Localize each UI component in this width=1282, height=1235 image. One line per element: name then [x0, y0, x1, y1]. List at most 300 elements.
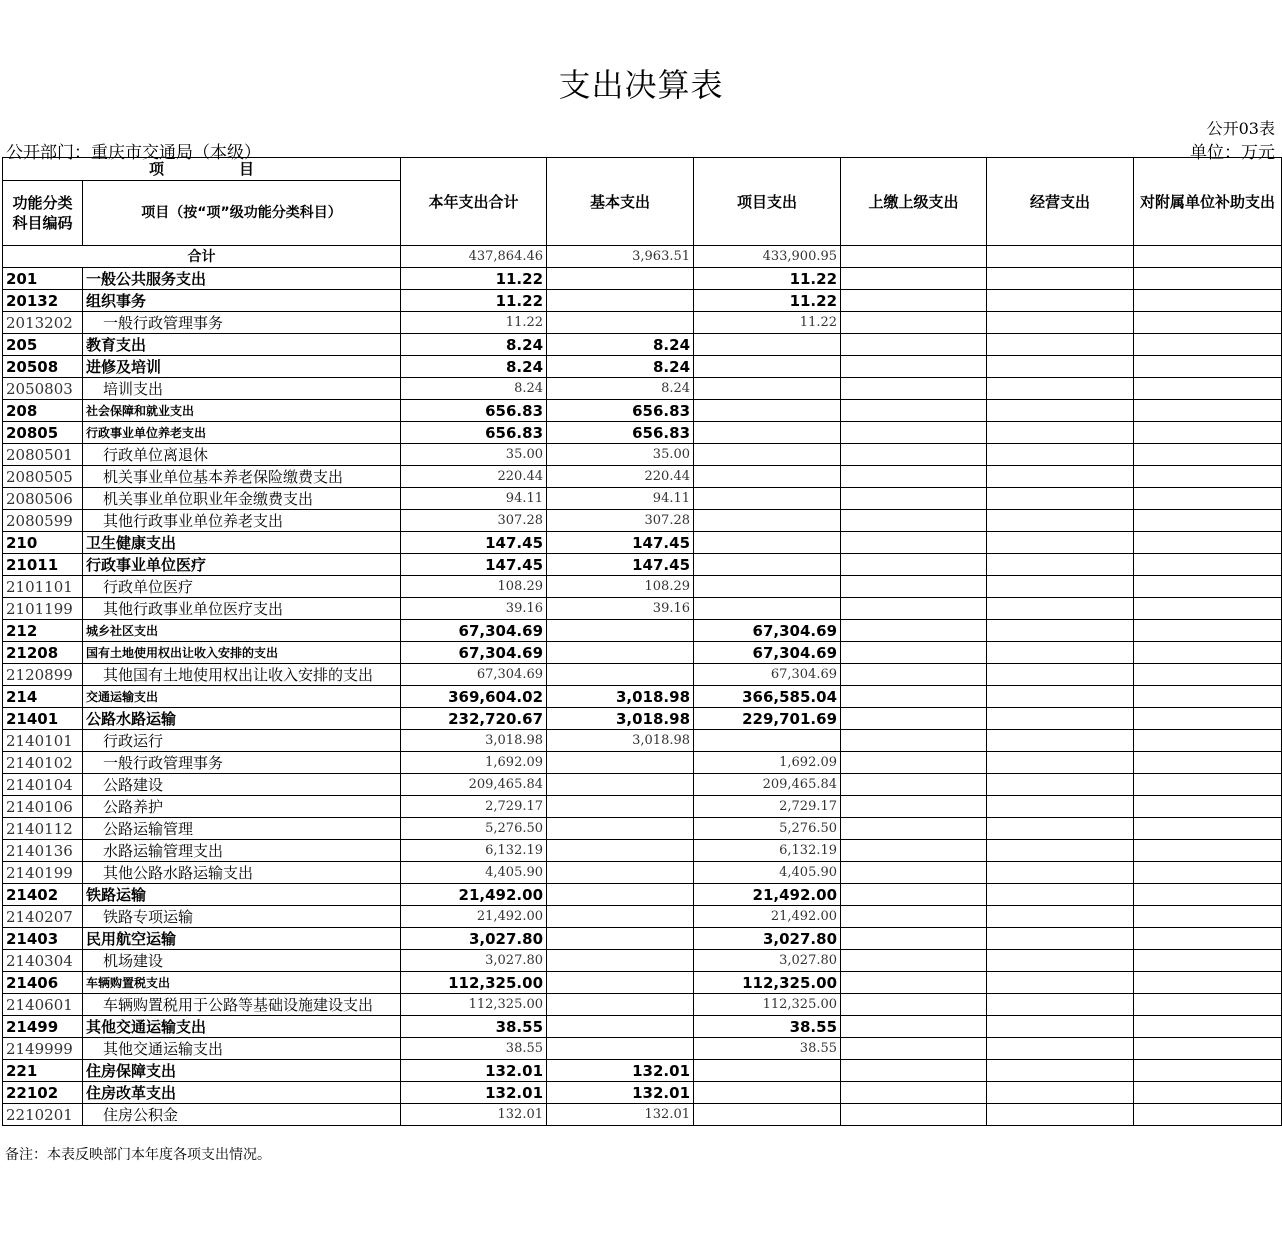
- cell-basic: 132.01: [547, 1060, 694, 1082]
- table-row: [3, 510, 1282, 532]
- cell-name: 其他行政事业单位养老支出: [83, 510, 401, 532]
- cell-basic: 3,018.98: [547, 708, 694, 730]
- cell-empty: [987, 664, 1134, 686]
- cell-name: 公路运输管理: [83, 818, 401, 840]
- cell-empty: [841, 884, 987, 906]
- cell-empty: [1134, 598, 1282, 620]
- cell-name: 一般行政管理事务: [83, 752, 401, 774]
- cell-code: 21499: [3, 1016, 83, 1038]
- cell-name: 社会保障和就业支出: [83, 400, 401, 422]
- cell-basic: [547, 752, 694, 774]
- cell-name: 行政运行: [83, 730, 401, 752]
- cell-empty: [841, 664, 987, 686]
- table-row: [3, 532, 1282, 554]
- cell-total: 132.01: [401, 1060, 547, 1082]
- cell-empty: [841, 312, 987, 334]
- cell-empty: [987, 950, 1134, 972]
- table-row: [3, 1060, 1282, 1082]
- cell-empty: [841, 950, 987, 972]
- cell-project: 3,027.80: [694, 950, 841, 972]
- cell-empty: [987, 730, 1134, 752]
- cell-empty: [841, 818, 987, 840]
- cell-empty: [1134, 1104, 1282, 1126]
- expenditure-table: [2, 157, 1282, 1126]
- cell-name: 行政事业单位养老支出: [83, 422, 401, 444]
- cell-total: 8.24: [401, 334, 547, 356]
- cell-empty: [1134, 950, 1282, 972]
- cell-code: 2101199: [3, 598, 83, 620]
- cell-empty: [841, 1038, 987, 1060]
- cell-empty: [1134, 752, 1282, 774]
- cell-name: 行政事业单位医疗: [83, 554, 401, 576]
- cell-project: [694, 378, 841, 400]
- cell-empty: [841, 290, 987, 312]
- cell-name: 教育支出: [83, 334, 401, 356]
- cell-code: 2013202: [3, 312, 83, 334]
- cell-basic: 35.00: [547, 444, 694, 466]
- cell-empty: [841, 576, 987, 598]
- cell-empty: [1134, 576, 1282, 598]
- cell-project: [694, 1082, 841, 1104]
- cell-code: 22102: [3, 1082, 83, 1104]
- table-row: [3, 686, 1282, 708]
- cell-empty: [841, 928, 987, 950]
- cell-name: 住房改革支出: [83, 1082, 401, 1104]
- unit-label: 单位：万元: [1190, 143, 1275, 163]
- table-row: [3, 1082, 1282, 1104]
- cell-code: 21208: [3, 642, 83, 664]
- table-row: [3, 972, 1282, 994]
- cell-code: 212: [3, 620, 83, 642]
- cell-basic: [547, 796, 694, 818]
- cell-total: 108.29: [401, 576, 547, 598]
- total-sum: 437,864.46: [401, 246, 547, 268]
- cell-empty: [841, 994, 987, 1016]
- header-basic: 基本支出: [547, 158, 694, 246]
- cell-empty: [1134, 620, 1282, 642]
- cell-code: 2080506: [3, 488, 83, 510]
- cell-empty: [841, 752, 987, 774]
- table-row: [3, 334, 1282, 356]
- table-row: [3, 774, 1282, 796]
- cell-code: 2080599: [3, 510, 83, 532]
- cell-empty: [841, 488, 987, 510]
- cell-empty: [987, 840, 1134, 862]
- cell-name: 民用航空运输: [83, 928, 401, 950]
- cell-empty: [987, 906, 1134, 928]
- cell-basic: 220.44: [547, 466, 694, 488]
- header-subsidy: 对附属单位补助支出: [1134, 158, 1282, 246]
- cell-basic: [547, 818, 694, 840]
- header-total: 本年支出合计: [401, 158, 547, 246]
- cell-basic: 94.11: [547, 488, 694, 510]
- cell-basic: [547, 840, 694, 862]
- cell-basic: 8.24: [547, 356, 694, 378]
- cell-code: 2140304: [3, 950, 83, 972]
- cell-empty: [841, 400, 987, 422]
- cell-total: 2,729.17: [401, 796, 547, 818]
- cell-empty: [987, 598, 1134, 620]
- cell-name: 机关事业单位基本养老保险缴费支出: [83, 466, 401, 488]
- table-row: [3, 1038, 1282, 1060]
- cell-total: 39.16: [401, 598, 547, 620]
- cell-project: [694, 1104, 841, 1126]
- header-name: 项目（按“项”级功能分类科目）: [83, 181, 401, 246]
- cell-basic: [547, 972, 694, 994]
- table-row: [3, 950, 1282, 972]
- cell-code: 20805: [3, 422, 83, 444]
- cell-project: [694, 334, 841, 356]
- cell-project: [694, 554, 841, 576]
- table-number: 公开03表: [1206, 119, 1275, 138]
- cell-empty: [841, 642, 987, 664]
- cell-project: [694, 488, 841, 510]
- cell-total: 307.28: [401, 510, 547, 532]
- cell-name: 其他交通运输支出: [83, 1016, 401, 1038]
- cell-name: 组织事务: [83, 290, 401, 312]
- cell-empty: [1134, 290, 1282, 312]
- table-row: [3, 488, 1282, 510]
- cell-basic: 132.01: [547, 1104, 694, 1126]
- cell-empty: [987, 334, 1134, 356]
- cell-total: 8.24: [401, 378, 547, 400]
- cell-name: 铁路运输: [83, 884, 401, 906]
- cell-empty: [841, 1104, 987, 1126]
- cell-empty: [841, 1016, 987, 1038]
- cell-project: [694, 598, 841, 620]
- table-row: [3, 290, 1282, 312]
- cell-empty: [987, 994, 1134, 1016]
- cell-empty: [1134, 554, 1282, 576]
- cell-code: 208: [3, 400, 83, 422]
- cell-empty: [987, 642, 1134, 664]
- cell-empty: [1134, 510, 1282, 532]
- cell-project: 21,492.00: [694, 906, 841, 928]
- cell-empty: [987, 422, 1134, 444]
- cell-name: 培训支出: [83, 378, 401, 400]
- cell-code: 214: [3, 686, 83, 708]
- cell-name: 交通运输支出: [83, 686, 401, 708]
- cell-name: 卫生健康支出: [83, 532, 401, 554]
- table-row: [3, 554, 1282, 576]
- cell-total: 11.22: [401, 290, 547, 312]
- cell-basic: 147.45: [547, 554, 694, 576]
- table-row: [3, 928, 1282, 950]
- cell-total: 112,325.00: [401, 972, 547, 994]
- cell-project: [694, 444, 841, 466]
- cell-code: 21403: [3, 928, 83, 950]
- cell-basic: [547, 290, 694, 312]
- table-row: [3, 576, 1282, 598]
- cell-total: 35.00: [401, 444, 547, 466]
- cell-name: 车辆购置税支出: [83, 972, 401, 994]
- cell-empty: [987, 862, 1134, 884]
- cell-code: 221: [3, 1060, 83, 1082]
- cell-empty: [987, 444, 1134, 466]
- cell-empty: [841, 268, 987, 290]
- cell-total: 232,720.67: [401, 708, 547, 730]
- cell-empty: [987, 576, 1134, 598]
- cell-project: [694, 400, 841, 422]
- cell-total: 21,492.00: [401, 884, 547, 906]
- cell-code: 2210201: [3, 1104, 83, 1126]
- cell-project: 209,465.84: [694, 774, 841, 796]
- cell-code: 21402: [3, 884, 83, 906]
- cell-project: 38.55: [694, 1038, 841, 1060]
- cell-name: 其他公路水路运输支出: [83, 862, 401, 884]
- cell-empty: [1134, 708, 1282, 730]
- cell-empty: [841, 1082, 987, 1104]
- cell-empty: [1134, 356, 1282, 378]
- cell-code: 2140102: [3, 752, 83, 774]
- cell-code: 21011: [3, 554, 83, 576]
- cell-empty: [841, 840, 987, 862]
- table-row: [3, 422, 1282, 444]
- cell-project: 11.22: [694, 268, 841, 290]
- cell-code: 2140601: [3, 994, 83, 1016]
- cell-code: 2080501: [3, 444, 83, 466]
- cell-total: 6,132.19: [401, 840, 547, 862]
- cell-name: 机关事业单位职业年金缴费支出: [83, 488, 401, 510]
- cell-empty: [1134, 928, 1282, 950]
- cell-empty: [1134, 1082, 1282, 1104]
- cell-empty: [1134, 466, 1282, 488]
- cell-empty: [841, 774, 987, 796]
- cell-code: 2140112: [3, 818, 83, 840]
- cell-empty: [1134, 686, 1282, 708]
- cell-project: 2,729.17: [694, 796, 841, 818]
- table-row: [3, 1016, 1282, 1038]
- cell-project: 67,304.69: [694, 664, 841, 686]
- cell-total: 209,465.84: [401, 774, 547, 796]
- cell-project: [694, 1060, 841, 1082]
- cell-empty: [987, 1060, 1134, 1082]
- table-row: [3, 356, 1282, 378]
- cell-basic: 8.24: [547, 378, 694, 400]
- cell-name: 住房保障支出: [83, 1060, 401, 1082]
- total-label: 合计: [3, 246, 401, 268]
- table-row: [3, 378, 1282, 400]
- cell-basic: [547, 620, 694, 642]
- table-row: [3, 884, 1282, 906]
- cell-project: 112,325.00: [694, 972, 841, 994]
- cell-empty: [987, 532, 1134, 554]
- cell-empty: [1134, 268, 1282, 290]
- cell-empty: [1134, 642, 1282, 664]
- cell-name: 公路水路运输: [83, 708, 401, 730]
- cell-project: 11.22: [694, 312, 841, 334]
- cell-empty: [841, 378, 987, 400]
- cell-total: 147.45: [401, 532, 547, 554]
- cell-code: 2050803: [3, 378, 83, 400]
- cell-project: [694, 466, 841, 488]
- total-basic: 3,963.51: [547, 246, 694, 268]
- cell-basic: [547, 950, 694, 972]
- cell-project: 229,701.69: [694, 708, 841, 730]
- cell-empty: [987, 466, 1134, 488]
- cell-name: 城乡社区支出: [83, 620, 401, 642]
- cell-basic: [547, 642, 694, 664]
- cell-project: 1,692.09: [694, 752, 841, 774]
- cell-empty: [1134, 796, 1282, 818]
- cell-empty: [1134, 422, 1282, 444]
- table-row: [3, 400, 1282, 422]
- cell-basic: 147.45: [547, 532, 694, 554]
- cell-empty: [987, 1104, 1134, 1126]
- cell-empty: [841, 356, 987, 378]
- cell-empty: [841, 686, 987, 708]
- header-upper: 上缴上级支出: [841, 158, 987, 246]
- cell-empty: [841, 862, 987, 884]
- cell-basic: 3,018.98: [547, 686, 694, 708]
- cell-basic: [547, 312, 694, 334]
- header-business: 经营支出: [987, 158, 1134, 246]
- page-title: 支出决算表: [558, 66, 724, 104]
- cell-empty: [1134, 664, 1282, 686]
- cell-project: 112,325.00: [694, 994, 841, 1016]
- cell-total: 5,276.50: [401, 818, 547, 840]
- cell-empty: [1134, 818, 1282, 840]
- cell-total: 3,027.80: [401, 950, 547, 972]
- cell-basic: [547, 884, 694, 906]
- cell-project: 67,304.69: [694, 620, 841, 642]
- cell-code: 21406: [3, 972, 83, 994]
- cell-project: 11.22: [694, 290, 841, 312]
- cell-basic: 39.16: [547, 598, 694, 620]
- cell-basic: [547, 774, 694, 796]
- cell-project: [694, 532, 841, 554]
- table-row: [3, 708, 1282, 730]
- cell-project: 366,585.04: [694, 686, 841, 708]
- cell-code: 2120899: [3, 664, 83, 686]
- table-row: [3, 642, 1282, 664]
- cell-basic: 132.01: [547, 1082, 694, 1104]
- cell-empty: [1134, 994, 1282, 1016]
- cell-empty: [987, 554, 1134, 576]
- cell-total: 11.22: [401, 312, 547, 334]
- cell-empty: [1134, 444, 1282, 466]
- cell-basic: [547, 664, 694, 686]
- cell-code: 20508: [3, 356, 83, 378]
- cell-code: 21401: [3, 708, 83, 730]
- table-row: [3, 466, 1282, 488]
- cell-name: 行政单位离退休: [83, 444, 401, 466]
- cell-code: 2140199: [3, 862, 83, 884]
- table-row: [3, 796, 1282, 818]
- cell-name: 住房公积金: [83, 1104, 401, 1126]
- cell-total: 67,304.69: [401, 620, 547, 642]
- cell-empty: [841, 1060, 987, 1082]
- cell-code: 2140106: [3, 796, 83, 818]
- cell-project: 4,405.90: [694, 862, 841, 884]
- cell-code: 2140136: [3, 840, 83, 862]
- cell-empty: [987, 708, 1134, 730]
- cell-empty: [841, 510, 987, 532]
- cell-empty: [841, 796, 987, 818]
- table-row: [3, 664, 1282, 686]
- cell-project: 5,276.50: [694, 818, 841, 840]
- cell-total: 94.11: [401, 488, 547, 510]
- cell-code: 201: [3, 268, 83, 290]
- cell-project: [694, 356, 841, 378]
- cell-project: [694, 730, 841, 752]
- cell-basic: 307.28: [547, 510, 694, 532]
- cell-code: 2140207: [3, 906, 83, 928]
- cell-empty: [1134, 730, 1282, 752]
- cell-total: 67,304.69: [401, 642, 547, 664]
- cell-basic: [547, 862, 694, 884]
- cell-project: 3,027.80: [694, 928, 841, 950]
- cell-empty: [841, 708, 987, 730]
- cell-empty: [987, 774, 1134, 796]
- cell-total: 132.01: [401, 1104, 547, 1126]
- table-row: [3, 730, 1282, 752]
- cell-total: 4,405.90: [401, 862, 547, 884]
- cell-empty: [1134, 1038, 1282, 1060]
- cell-code: 2080505: [3, 466, 83, 488]
- cell-name: 车辆购置税用于公路等基础设施建设支出: [83, 994, 401, 1016]
- cell-name: 国有土地使用权出让收入安排的支出: [83, 642, 401, 664]
- cell-project: 21,492.00: [694, 884, 841, 906]
- table-row: [3, 994, 1282, 1016]
- cell-empty: [1134, 532, 1282, 554]
- table-row: [3, 862, 1282, 884]
- cell-empty: [1134, 884, 1282, 906]
- cell-empty: [987, 928, 1134, 950]
- cell-name: 进修及培训: [83, 356, 401, 378]
- table-row: [3, 598, 1282, 620]
- cell-empty: [841, 972, 987, 994]
- cell-total: 112,325.00: [401, 994, 547, 1016]
- cell-project: 38.55: [694, 1016, 841, 1038]
- cell-empty: [1134, 906, 1282, 928]
- cell-empty: [1134, 1016, 1282, 1038]
- cell-basic: 656.83: [547, 422, 694, 444]
- cell-total: 369,604.02: [401, 686, 547, 708]
- cell-empty: [1134, 840, 1282, 862]
- cell-name: 其他交通运输支出: [83, 1038, 401, 1060]
- cell-empty: [987, 1038, 1134, 1060]
- cell-empty: [987, 268, 1134, 290]
- table-row: [3, 312, 1282, 334]
- cell-project: [694, 422, 841, 444]
- cell-code: 2140101: [3, 730, 83, 752]
- cell-empty: [1134, 862, 1282, 884]
- cell-empty: [1134, 400, 1282, 422]
- cell-code: 2149999: [3, 1038, 83, 1060]
- cell-empty: [987, 884, 1134, 906]
- cell-empty: [1134, 378, 1282, 400]
- cell-project: 67,304.69: [694, 642, 841, 664]
- cell-basic: [547, 268, 694, 290]
- cell-total: 147.45: [401, 554, 547, 576]
- table-row: [3, 818, 1282, 840]
- cell-name: 水路运输管理支出: [83, 840, 401, 862]
- total-project: 433,900.95: [694, 246, 841, 268]
- header-project: 项目支出: [694, 158, 841, 246]
- cell-total: 1,692.09: [401, 752, 547, 774]
- cell-empty: [987, 488, 1134, 510]
- cell-empty: [987, 620, 1134, 642]
- cell-project: 6,132.19: [694, 840, 841, 862]
- header-code: 功能分类科目编码: [3, 181, 83, 246]
- cell-basic: 108.29: [547, 576, 694, 598]
- cell-empty: [987, 312, 1134, 334]
- cell-basic: [547, 994, 694, 1016]
- cell-empty: [841, 620, 987, 642]
- cell-empty: [987, 290, 1134, 312]
- cell-empty: [1134, 312, 1282, 334]
